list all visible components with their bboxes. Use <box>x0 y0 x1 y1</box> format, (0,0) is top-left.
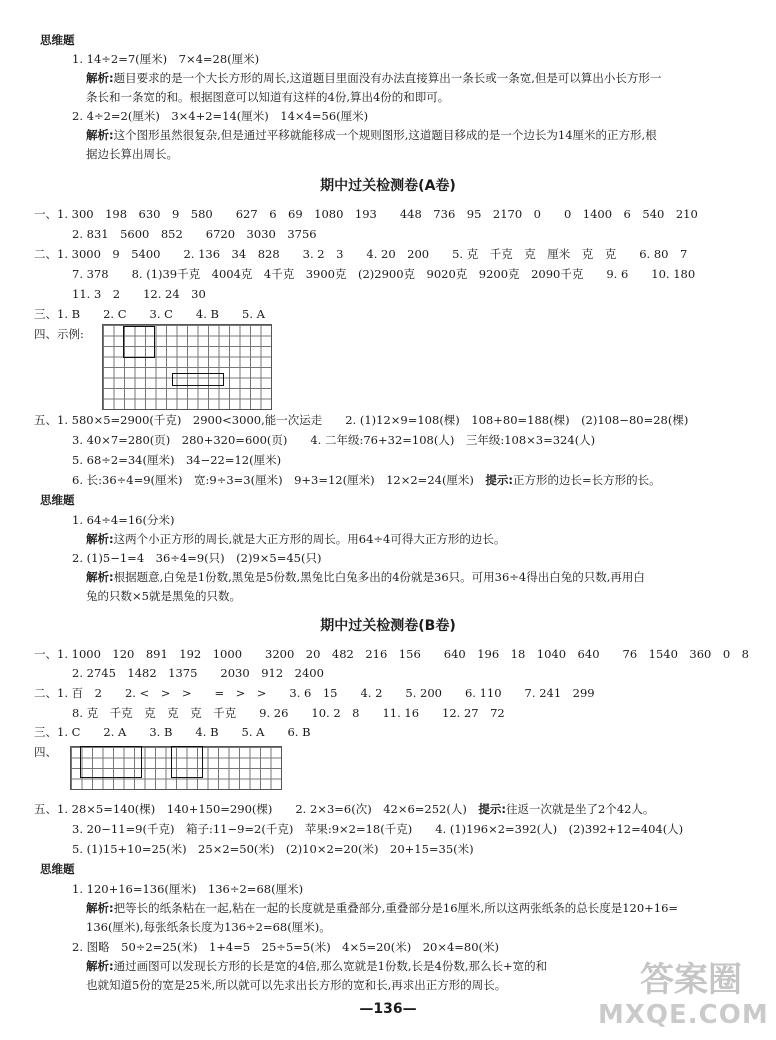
analysis-line: 136(厘米),每张纸条长度为136÷2=68(厘米)。 <box>86 920 331 934</box>
answer-line: 五、1. 580×5=2900(千克) 2900<3000,能一次运走 2. (1)12×9=108(棵) 108+80=188(棵) (2)108−80=28(棵) <box>34 413 689 427</box>
analysis-line: 条长和一条宽的和。根据图意可以知道有这样的4份,算出4份的和即可。 <box>86 90 450 104</box>
analysis-line <box>86 71 661 85</box>
analysis-text: 把等长的纸条粘在一起,粘在一起的长度就是重叠部分,重叠部分是16厘米,所以这两张纸条的总长度是120+16= <box>113 901 679 915</box>
tip-label: 提示: <box>485 473 514 487</box>
answer-line: 1. 120+16=136(厘米) 136÷2=68(厘米) <box>72 882 304 896</box>
answer-line: 2. 831 5600 852 6720 3030 3756 <box>72 227 317 241</box>
answer-text: 五、1. 28×5=140(棵) 140+150=290(棵) 2. 2×3=6(次) 42×6=252(人) <box>34 802 467 816</box>
answer-line: 8. 克 千克 克 克 克 千克 9. 26 10. 2 8 11. 16 12. 27 72 <box>72 706 505 720</box>
answer-line: 5. (1)15+10=25(米) 25×2=50(米) (2)10×2=20(米) 20+15=35(米) <box>72 842 474 856</box>
answer-line: 2. 2745 1482 1375 2030 912 2400 <box>72 666 324 680</box>
answer-line <box>34 802 654 816</box>
answer-text: 6. 长:36÷4=9(厘米) 宽:9÷3=3(厘米) 9+3=12(厘米) 12×2=24(厘米) <box>72 473 474 487</box>
analysis-line <box>86 959 547 973</box>
analysis-label: 解析: <box>86 901 114 915</box>
square-shape <box>123 326 155 358</box>
tip-text: 正方形的边长=长方形的长。 <box>513 473 661 487</box>
answer-line: 3. 40×7=280(页) 280+320=600(页) 4. 二年级:76+32=108(人) 三年级:108×3=324(人) <box>72 433 596 447</box>
answer-line: 二、1. 百 2 2. < > > = > > 3. 6 15 4. 2 5. 200 6. 110 7. 241 299 <box>34 686 595 700</box>
answer-line: 2. 4÷2=2(厘米) 3×4+2=14(厘米) 14×4=56(厘米) <box>72 109 369 123</box>
answer-line: 5. 68÷2=34(厘米) 34−22=12(厘米) <box>72 453 282 467</box>
section-a-title: 期中过关检测卷(A卷) <box>320 178 456 194</box>
analysis-text: 这两个小正方形的周长,就是大正方形的周长。用64÷4可得大正方形的边长。 <box>113 532 506 546</box>
answer-line: 1. 14÷2=7(厘米) 7×4=28(厘米) <box>72 52 260 66</box>
analysis-label: 解析: <box>86 71 114 85</box>
analysis-text: 根据题意,白兔是1份数,黑兔是5份数,黑兔比白兔多出的4份就是36只。可用36÷4得出白兔的只数,再用白 <box>113 570 645 584</box>
rectangle-shape <box>172 373 224 386</box>
analysis-line: 兔的只数×5就是黑兔的只数。 <box>86 589 241 603</box>
analysis-label: 解析: <box>86 128 114 142</box>
answer-line: 四、 <box>34 745 57 759</box>
section-b-title: 期中过关检测卷(B卷) <box>320 618 456 634</box>
analysis-text: 题目要求的是一个大长方形的周长,这道题目里面没有办法直接算出一条长或一条宽,但是可以算出小长方形一 <box>113 71 662 85</box>
answer-line: 三、1. B 2. C 3. C 4. B 5. A <box>34 307 265 321</box>
analysis-line: 也就知道5份的宽是25米,所以就可以先求出长方形的宽和长,再求出正方形的周长。 <box>86 978 507 992</box>
analysis-line <box>86 128 657 142</box>
analysis-label: 解析: <box>86 570 114 584</box>
watermark-url: MXQE.COM <box>598 1000 769 1030</box>
tip-label: 提示: <box>478 802 506 816</box>
answer-line: 2. 图略 50÷2=25(米) 1+4=5 25÷5=5(米) 4×5=20(米) 20×4=80(米) <box>72 940 500 954</box>
tip-text: 往返一次就是坐了2个42人。 <box>505 802 655 816</box>
answer-line: 三、1. C 2. A 3. B 4. B 5. A 6. B <box>34 725 311 739</box>
answer-line: 四、示例: <box>34 327 84 341</box>
square-shape <box>171 746 203 778</box>
rectangle-shape <box>80 746 142 778</box>
answer-line: 3. 20−11=9(千克) 箱子:11−9=2(千克) 苹果:9×2=18(千克) 4. (1)196×2=392(人) (2)392+12=404(人) <box>72 822 684 836</box>
answer-line: 7. 378 8. (1)39千克 4004克 4千克 3900克 (2)2900克 9020克 9200克 2090千克 9. 6 10. 180 <box>72 267 696 281</box>
watermark-logo: 答案圈 <box>640 960 742 1000</box>
analysis-label: 解析: <box>86 959 114 973</box>
analysis-line <box>86 570 645 584</box>
analysis-line: 据边长算出周长。 <box>86 147 178 161</box>
answer-line: 2. (1)5−1=4 36÷4=9(只) (2)9×5=45(只) <box>72 551 322 565</box>
answer-line: 一、1. 1000 120 891 192 1000 3200 20 482 216 156 640 196 18 1040 640 76 1540 360 0 8 <box>34 647 749 661</box>
answer-line <box>72 473 661 487</box>
page-number: —136— <box>359 1001 417 1017</box>
analysis-line <box>86 532 505 546</box>
thinking-heading: 思维题 <box>40 493 75 507</box>
answer-line: 11. 3 2 12. 24 30 <box>72 287 206 301</box>
answer-line: 一、1. 300 198 630 9 580 627 6 69 1080 193 448 736 95 2170 0 0 1400 6 540 210 <box>34 207 698 221</box>
analysis-text: 通过画图可以发现长方形的长是宽的4倍,那么宽就是1份数,长是4份数,那么长+宽的和 <box>113 959 548 973</box>
thinking-heading: 思维题 <box>40 33 75 47</box>
thinking-heading: 思维题 <box>40 862 75 876</box>
analysis-line <box>86 901 678 915</box>
answer-line: 二、1. 3000 9 5400 2. 136 34 828 3. 2 3 4. 20 200 5. 克 千克 克 厘米 克 克 6. 80 7 <box>34 247 688 261</box>
answer-line: 1. 64÷4=16(分米) <box>72 513 175 527</box>
analysis-label: 解析: <box>86 532 114 546</box>
analysis-text: 这个图形虽然很复杂,但是通过平移就能移成一个规则图形,这道题目移成的是一个边长为14厘米的正方形,根 <box>113 128 657 142</box>
